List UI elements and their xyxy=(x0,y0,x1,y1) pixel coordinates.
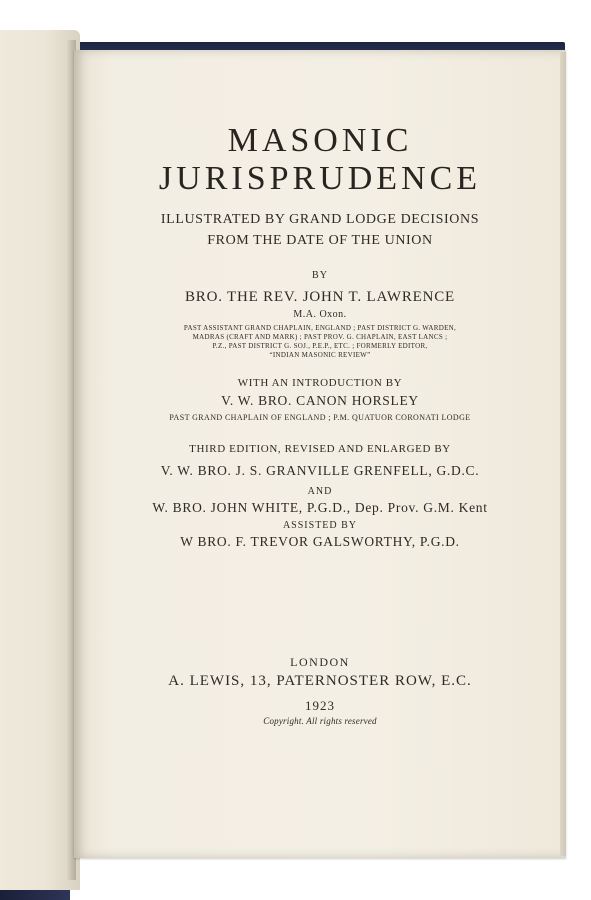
publication-place: LONDON xyxy=(290,655,350,669)
author-title-line: PAST ASSISTANT GRAND CHAPLAIN, ENGLAND ; PAST DISTRICT G. WARDEN, xyxy=(183,324,457,332)
introduction-label: WITH AN INTRODUCTION BY xyxy=(237,377,403,389)
and-label: AND xyxy=(307,486,333,497)
publication-year: 1923 xyxy=(305,698,335,713)
title-line-2: JURISPRUDENCE xyxy=(158,160,482,197)
assisted-by-label: ASSISTED BY xyxy=(282,520,358,531)
reviser-2: W. BRO. JOHN WHITE, P.G.D., Dep. Prov. G.M. Kent xyxy=(152,500,488,515)
introduction-author: V. W. BRO. CANON HORSLEY xyxy=(221,393,419,408)
publisher: A. LEWIS, 13, PATERNOSTER ROW, E.C. xyxy=(168,673,472,689)
author-degree: M.A. Oxon. xyxy=(293,309,347,320)
author-name: BRO. THE REV. JOHN T. LAWRENCE xyxy=(184,289,456,305)
author-title-line: “INDIAN MASONIC REVIEW” xyxy=(269,351,371,359)
author-title-line: P.Z., PAST DISTRICT G. SOJ., P.E.P., ETC. ; FORMERLY EDITOR, xyxy=(212,342,428,350)
assistant-name: W BRO. F. TREVOR GALSWORTHY, P.G.D. xyxy=(180,534,460,549)
author-title-line: MADRAS (CRAFT AND MARK) ; PAST PROV. G. CHAPLAIN, EAST LANCS ; xyxy=(192,333,448,341)
introduction-author-titles: PAST GRAND CHAPLAIN OF ENGLAND ; P.M. QUATUOR CORONATI LODGE xyxy=(169,413,471,422)
title-line-1: MASONIC xyxy=(227,122,413,159)
by-label: BY xyxy=(312,270,328,281)
subtitle-line-1: ILLUSTRATED BY GRAND LODGE DECISIONS xyxy=(160,212,480,227)
subtitle-line-2: FROM THE DATE OF THE UNION xyxy=(207,233,433,248)
reviser-1: V. W. BRO. J. S. GRANVILLE GRENFELL, G.D.C. xyxy=(160,463,480,478)
copyright-notice: Copyright. All rights reserved xyxy=(263,716,377,726)
edition-label: THIRD EDITION, REVISED AND ENLARGED BY xyxy=(189,443,451,455)
